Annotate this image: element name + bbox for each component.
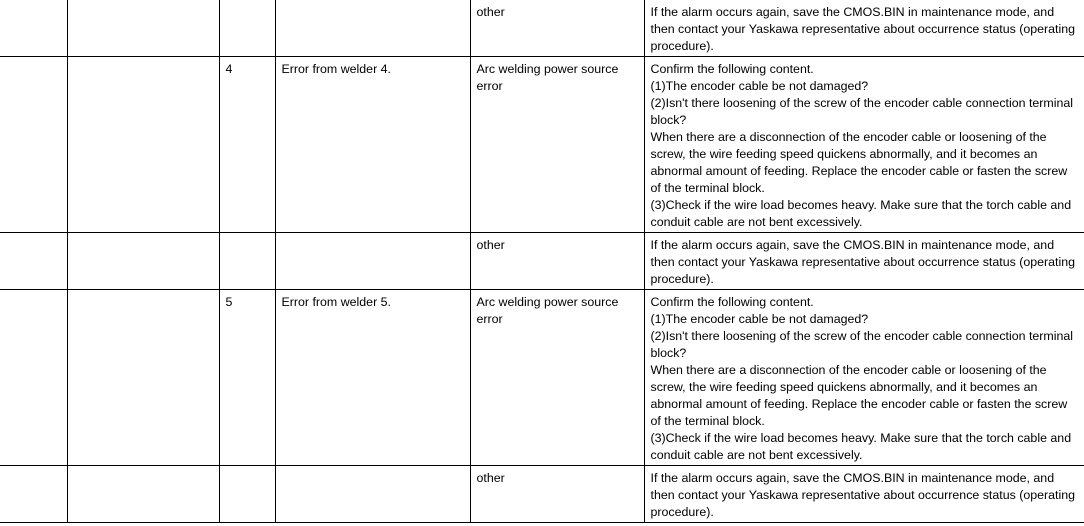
description-cell (275, 233, 470, 290)
table-row (0, 0, 1084, 57)
alarm-number-cell (0, 57, 67, 233)
remedy-cell: Confirm the following content. (1)The encoder cable be not damaged? (2)Isn't there loosening of the screw of the encoder cable connection terminal block? When there are a disconnection of the encoder cable or loosening of the screw, the wire feeding speed quickens abnormally, and it becomes an abnormal amount of feeding. Replace the encoder cable or fasten the screw of the terminal block. (3)Check if the wire load becomes heavy. Make sure that the torch cable and conduit cable are not bent excessively. (644, 290, 1084, 466)
alarm-data-cell (219, 233, 275, 290)
remedy-cell: Confirm the following content. (1)The encoder cable be not damaged? (2)Isn't there loosening of the screw of the encoder cable connection terminal block? When there are a disconnection of the encoder cable or loosening of the screw, the wire feeding speed quickens abnormally, and it becomes an abnormal amount of feeding. Replace the encoder cable or fasten the screw of the terminal block. (3)Check if the wire load becomes heavy. Make sure that the torch cable and conduit cable are not bent excessively. (644, 57, 1084, 233)
cause-cell: other (470, 233, 644, 290)
alarm-data-cell: 5 (219, 290, 275, 466)
alarm-name-cell (67, 233, 219, 290)
remedy-cell: If the alarm occurs again, save the CMOS.BIN in maintenance mode, and then contact your Yaskawa representative about occurrence status (operating procedure). (644, 0, 1084, 57)
alarm-number-cell (0, 466, 67, 523)
alarm-number-cell (0, 0, 67, 57)
table-row (0, 290, 1084, 466)
cause-cell: other (470, 466, 644, 523)
alarm-name-cell (67, 0, 219, 57)
table-row (0, 57, 1084, 233)
table-row (0, 233, 1084, 290)
alarm-data-cell: 4 (219, 57, 275, 233)
cause-cell: Arc welding power source error (470, 57, 644, 233)
alarm-name-cell (67, 57, 219, 233)
table-row (0, 466, 1084, 523)
cause-cell: other (470, 0, 644, 57)
alarm-name-cell (67, 290, 219, 466)
description-cell: Error from welder 4. (275, 57, 470, 233)
description-cell (275, 0, 470, 57)
cause-cell: Arc welding power source error (470, 290, 644, 466)
alarm-data-cell (219, 466, 275, 523)
alarm-name-cell (67, 466, 219, 523)
description-cell: Error from welder 5. (275, 290, 470, 466)
remedy-cell: If the alarm occurs again, save the CMOS.BIN in maintenance mode, and then contact your Yaskawa representative about occurrence status (operating procedure). (644, 233, 1084, 290)
alarm-number-cell (0, 233, 67, 290)
alarm-number-cell (0, 290, 67, 466)
remedy-cell: If the alarm occurs again, save the CMOS.BIN in maintenance mode, and then contact your Yaskawa representative about occurrence status (operating procedure). (644, 466, 1084, 523)
alarm-data-cell (219, 0, 275, 57)
description-cell (275, 466, 470, 523)
